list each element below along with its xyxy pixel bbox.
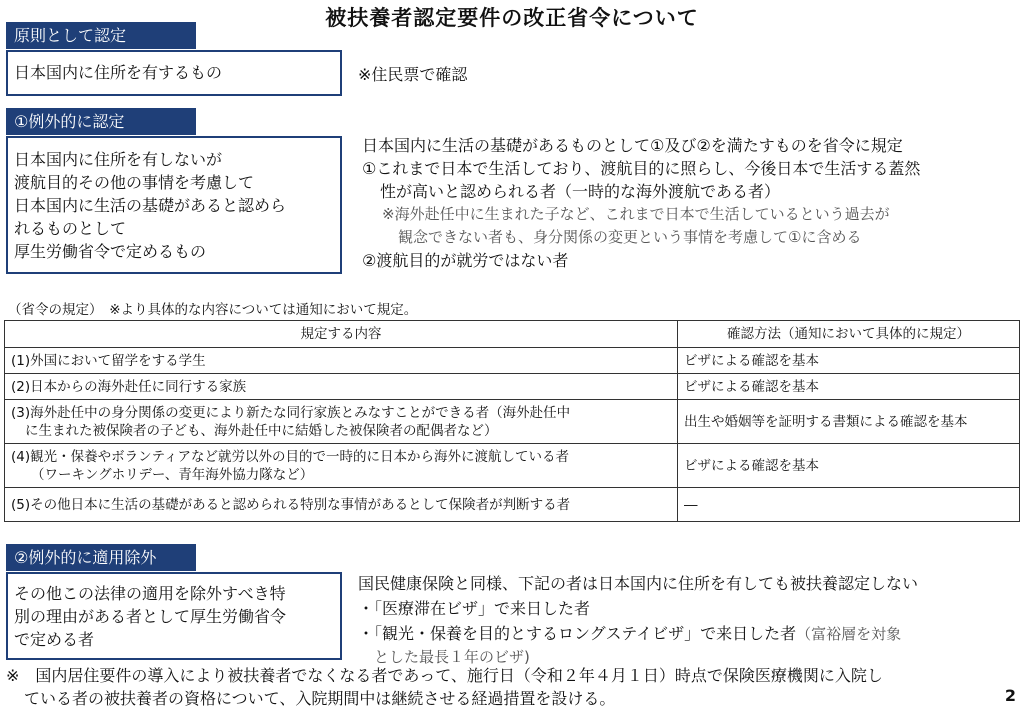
cell-line: (4)観光・保養やボランティアなど就労以外の目的で一時的に日本から海外に渡航している者 xyxy=(11,448,570,465)
table-row xyxy=(5,400,1020,444)
table-row xyxy=(5,348,1020,374)
table-cell-method: ビザによる確認を基本 xyxy=(678,444,1020,488)
table-cell-content xyxy=(5,348,678,374)
exception2-bullet-2 xyxy=(358,622,1018,646)
exception1-desc-item1-cont: 性が高いと認められる者（一時的な海外渡航である者） xyxy=(380,182,781,201)
table-cell-method: ビザによる確認を基本 xyxy=(678,374,1020,400)
page-title: 被扶養者認定要件の改正省令について xyxy=(325,6,699,30)
footnote xyxy=(6,664,1006,710)
footnote-line: ている者の被扶養者の資格について、入院期間中は継続させる経過措置を設ける。 xyxy=(24,689,616,708)
cell-line: (5)その他日本に生活の基礎があると認められる特別な事情があるとして保険者が判断する者 xyxy=(11,496,571,513)
exception2-bullet-2-note-cont: とした最長１年のビザ) xyxy=(374,648,530,666)
exception2-bullet-1: ・「医療滞在ビザ」で来日した者 xyxy=(358,599,591,618)
cell-line: (1)外国において留学をする学生 xyxy=(11,352,206,369)
table-cell-method: 出生や婚姻等を証明する書類による確認を基本 xyxy=(678,400,1020,444)
cell-line: (2)日本からの海外赴任に同行する家族 xyxy=(11,378,247,395)
principle-tab: 原則として認定 xyxy=(6,22,196,49)
exception1-desc-item1: ①これまで日本で生活しており、渡航目的に照らし、今後日本で生活する蓋然 xyxy=(362,159,921,178)
table-cell-method: ビザによる確認を基本 xyxy=(678,348,1020,374)
ordinance-table xyxy=(4,320,1020,522)
exception1-description xyxy=(362,134,1017,272)
ordinance-caption: （省令の規定） ※より具体的な内容については通知において規定。 xyxy=(8,302,418,318)
exception1-desc-item2: ②渡航目的が就労ではない者 xyxy=(362,251,569,270)
table-cell-content xyxy=(5,444,678,488)
principle-note: ※住民票で確認 xyxy=(358,65,468,84)
exception2-bullet-2-main: ・「観光・保養を目的とするロングステイビザ」で来日した者 xyxy=(358,624,797,643)
cell-line: （ワーキングホリデー、青年海外協力隊など） xyxy=(31,466,314,483)
cell-line: (3)海外赴任中の身分関係の変更により新たな同行家族とみなすことができる者（海外赴任中 xyxy=(11,404,571,421)
footnote-line: ※ 国内居住要件の導入により被扶養者でなくなる者であって、施行日（令和２年４月１日）時点で保険医療機関に入院し xyxy=(6,666,883,685)
exception2-desc-intro: 国民健康保険と同様、下記の者は日本国内に住所を有しても被扶養認定しない xyxy=(358,574,919,593)
table-header-content: 規定する内容 xyxy=(5,321,678,348)
exception1-tab: ①例外的に認定 xyxy=(6,108,196,135)
table-row xyxy=(5,374,1020,400)
table-cell-content xyxy=(5,488,678,522)
page-number: 2 xyxy=(1004,686,1016,705)
exception1-box-line: 厚生労働省令で定めるもの xyxy=(14,242,207,261)
exception1-box xyxy=(6,136,342,274)
table-row xyxy=(5,488,1020,522)
table-header-method: 確認方法（通知において具体的に規定） xyxy=(678,321,1020,348)
exception1-desc-note: ※海外赴任中に生まれた子など、これまで日本で生活しているという過去が xyxy=(382,205,890,223)
exception2-bullet-2-note: （富裕層を対象 xyxy=(796,625,902,643)
table-row xyxy=(5,444,1020,488)
exception2-box xyxy=(6,572,342,660)
table-cell-method: ― xyxy=(678,488,1020,522)
cell-line: に生まれた被保険者の子ども、海外赴任中に結婚した被保険者の配偶者など） xyxy=(25,422,498,439)
exception2-description xyxy=(358,572,1018,669)
table-cell-content xyxy=(5,374,678,400)
table-header-row xyxy=(5,321,1020,348)
exception2-tab: ②例外的に適用除外 xyxy=(6,544,196,571)
principle-box: 日本国内に住所を有するもの xyxy=(6,50,342,96)
table-cell-content xyxy=(5,400,678,444)
exception1-box-line: 日本国内に住所を有しないが xyxy=(14,150,223,169)
exception1-box-line: 日本国内に生活の基礎があると認めら xyxy=(14,196,287,215)
exception2-box-line: その他この法律の適用を除外すべき特 xyxy=(14,584,286,603)
exception1-box-line: 渡航目的その他の事情を考慮して xyxy=(14,173,255,192)
exception2-box-line: 別の理由がある者として厚生労働省令 xyxy=(14,607,287,626)
exception1-desc-note-cont: 観念できない者も、身分関係の変更という事情を考慮して①に含める xyxy=(398,228,862,246)
exception1-desc-intro: 日本国内に生活の基礎があるものとして①及び②を満たすものを省令に規定 xyxy=(362,136,903,155)
exception2-box-line: で定める者 xyxy=(14,630,95,649)
exception1-box-line: れるものとして xyxy=(14,219,127,238)
